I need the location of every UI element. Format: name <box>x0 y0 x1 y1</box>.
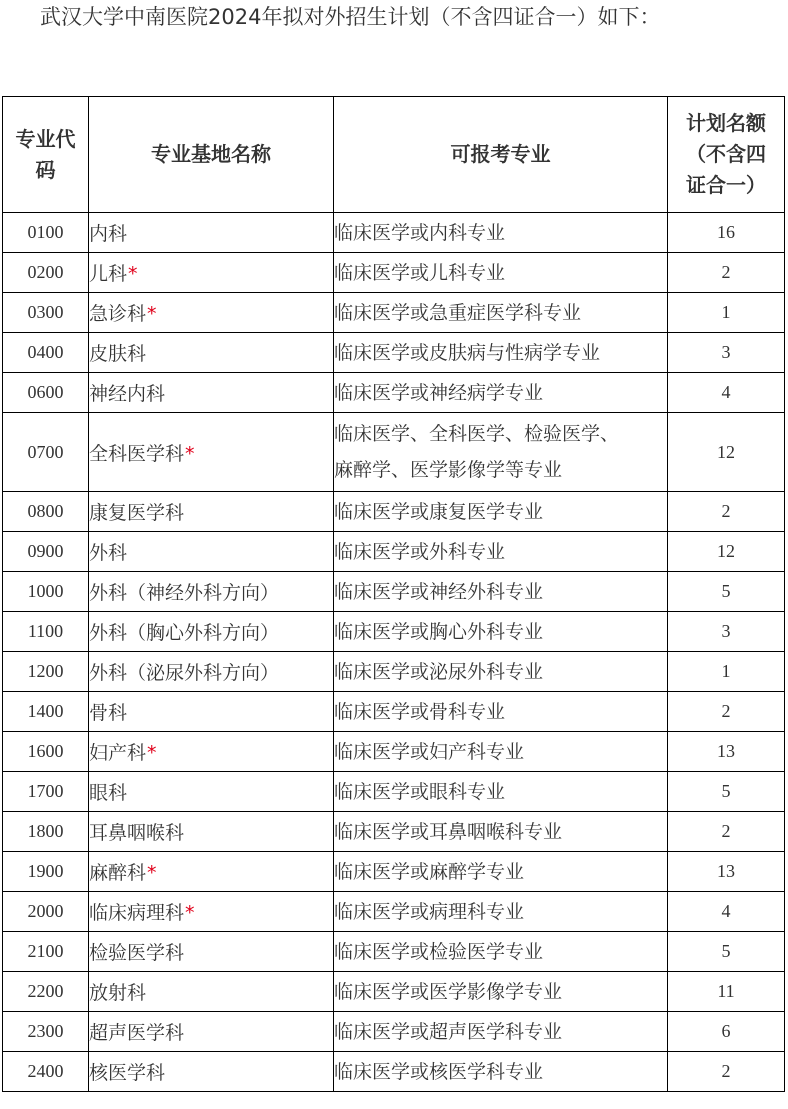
cell-eligible-majors <box>334 972 668 1012</box>
header-plan-quota: 计划名额 （不含四 证合一） <box>668 97 785 213</box>
cell-code: 1600 <box>3 732 89 772</box>
cell-code: 2200 <box>3 972 89 1012</box>
table-row <box>3 972 785 1012</box>
cell-base-name <box>89 373 334 413</box>
cell-eligible-majors <box>334 852 668 892</box>
table-row <box>3 492 785 532</box>
cell-quota: 4 <box>668 373 785 413</box>
required-star-marker: * <box>185 902 195 924</box>
base-name-text: 骨科 <box>89 702 128 724</box>
majors-line: 临床医学或神经病学专业 <box>334 381 544 404</box>
base-name-text: 妇产科 <box>89 742 147 764</box>
cell-quota: 5 <box>668 772 785 812</box>
majors-line: 临床医学或耳鼻咽喉科专业 <box>334 820 563 843</box>
base-name-text: 放射科 <box>89 982 147 1004</box>
majors-line: 临床医学或皮肤病与性病学专业 <box>334 341 601 364</box>
cell-eligible-majors <box>334 612 668 652</box>
table-row <box>3 1012 785 1052</box>
cell-code: 1100 <box>3 612 89 652</box>
base-name-text: 耳鼻咽喉科 <box>89 822 185 844</box>
cell-eligible-majors <box>334 492 668 532</box>
cell-base-name <box>89 213 334 253</box>
base-name-text: 核医学科 <box>89 1062 166 1084</box>
cell-code: 1400 <box>3 692 89 732</box>
cell-quota: 2 <box>668 492 785 532</box>
table-row <box>3 612 785 652</box>
cell-eligible-majors <box>334 532 668 572</box>
cell-base-name <box>89 572 334 612</box>
table-row <box>3 652 785 692</box>
cell-base-name <box>89 293 334 333</box>
base-name-text: 儿科 <box>89 263 128 285</box>
cell-code: 2400 <box>3 1052 89 1092</box>
cell-eligible-majors <box>334 253 668 293</box>
cell-code: 1800 <box>3 812 89 852</box>
table-row <box>3 932 785 972</box>
cell-base-name <box>89 932 334 972</box>
cell-base-name <box>89 692 334 732</box>
majors-line: 临床医学或病理科专业 <box>334 900 525 923</box>
table-row <box>3 293 785 333</box>
cell-quota: 16 <box>668 213 785 253</box>
cell-code: 0300 <box>3 293 89 333</box>
table-row <box>3 892 785 932</box>
cell-quota: 4 <box>668 892 785 932</box>
cell-eligible-majors <box>334 333 668 373</box>
cell-eligible-majors <box>334 812 668 852</box>
cell-base-name <box>89 1052 334 1092</box>
cell-code: 2000 <box>3 892 89 932</box>
table-row <box>3 852 785 892</box>
base-name-text: 全科医学科 <box>89 442 185 465</box>
cell-eligible-majors <box>334 932 668 972</box>
header-code: 专业代 码 <box>3 97 89 213</box>
majors-line: 临床医学或麻醉学专业 <box>334 860 525 883</box>
cell-quota: 12 <box>668 532 785 572</box>
cell-eligible-majors <box>334 213 668 253</box>
header-row <box>3 97 785 213</box>
cell-quota: 12 <box>668 413 785 492</box>
cell-quota: 11 <box>668 972 785 1012</box>
majors-line: 麻醉学、医学影像学等专业 <box>334 459 563 481</box>
cell-base-name <box>89 852 334 892</box>
table-header <box>3 97 785 213</box>
required-star-marker: * <box>128 263 138 285</box>
cell-quota: 2 <box>668 1052 785 1092</box>
cell-code: 0600 <box>3 373 89 413</box>
cell-quota: 2 <box>668 692 785 732</box>
cell-eligible-majors <box>334 1052 668 1092</box>
table-body <box>3 213 785 1092</box>
table-row <box>3 413 785 492</box>
cell-base-name <box>89 492 334 532</box>
base-name-text: 临床病理科 <box>89 902 185 924</box>
cell-quota: 3 <box>668 612 785 652</box>
cell-code: 2300 <box>3 1012 89 1052</box>
cell-quota: 5 <box>668 932 785 972</box>
base-name-text: 眼科 <box>89 782 128 804</box>
cell-code: 1900 <box>3 852 89 892</box>
header-eligible-majors: 可报考专业 <box>334 97 668 213</box>
cell-base-name <box>89 253 334 293</box>
table-row <box>3 253 785 293</box>
base-name-text: 外科（胸心外科方向） <box>89 622 280 644</box>
majors-line: 临床医学或核医学科专业 <box>334 1060 544 1083</box>
cell-quota: 3 <box>668 333 785 373</box>
cell-code: 0800 <box>3 492 89 532</box>
base-name-text: 康复医学科 <box>89 502 185 524</box>
cell-quota: 13 <box>668 852 785 892</box>
base-name-text: 急诊科 <box>89 303 147 325</box>
majors-line: 临床医学或急重症医学科专业 <box>334 301 582 324</box>
cell-base-name <box>89 892 334 932</box>
cell-quota: 2 <box>668 253 785 293</box>
cell-base-name <box>89 772 334 812</box>
table-row <box>3 572 785 612</box>
cell-eligible-majors <box>334 373 668 413</box>
cell-code: 0100 <box>3 213 89 253</box>
cell-eligible-majors <box>334 892 668 932</box>
cell-eligible-majors <box>334 772 668 812</box>
majors-line: 临床医学或妇产科专业 <box>334 740 525 763</box>
cell-quota: 1 <box>668 293 785 333</box>
majors-line: 临床医学或超声医学科专业 <box>334 1020 563 1043</box>
cell-quota: 13 <box>668 732 785 772</box>
base-name-text: 麻醉科 <box>89 862 147 884</box>
cell-code: 1200 <box>3 652 89 692</box>
table-row <box>3 1052 785 1092</box>
cell-base-name <box>89 532 334 572</box>
table-row <box>3 692 785 732</box>
base-name-text: 外科（神经外科方向） <box>89 582 280 604</box>
cell-base-name <box>89 812 334 852</box>
cell-base-name <box>89 972 334 1012</box>
base-name-text: 外科（泌尿外科方向） <box>89 662 280 684</box>
required-star-marker: * <box>185 442 195 465</box>
table-row <box>3 812 785 852</box>
cell-eligible-majors <box>334 732 668 772</box>
intro-title: 武汉大学中南医院2024年拟对外招生计划（不含四证合一）如下： <box>40 5 661 29</box>
cell-eligible-majors <box>334 572 668 612</box>
cell-code: 1000 <box>3 572 89 612</box>
cell-quota: 1 <box>668 652 785 692</box>
majors-line: 临床医学、全科医学、检验医学、 <box>334 423 620 445</box>
majors-line: 临床医学或神经外科专业 <box>334 580 544 603</box>
table-row <box>3 333 785 373</box>
base-name-text: 外科 <box>89 542 128 564</box>
table-row <box>3 732 785 772</box>
majors-line: 临床医学或外科专业 <box>334 540 506 563</box>
table-row <box>3 532 785 572</box>
base-name-text: 皮肤科 <box>89 343 147 365</box>
cell-quota: 6 <box>668 1012 785 1052</box>
cell-code: 0400 <box>3 333 89 373</box>
table-row <box>3 373 785 413</box>
table-row <box>3 213 785 253</box>
majors-line: 临床医学或儿科专业 <box>334 261 506 284</box>
base-name-text: 超声医学科 <box>89 1022 185 1044</box>
cell-base-name <box>89 333 334 373</box>
majors-line: 临床医学或医学影像学专业 <box>334 980 563 1003</box>
majors-line: 临床医学或内科专业 <box>334 221 506 244</box>
base-name-text: 内科 <box>89 223 128 245</box>
cell-eligible-majors <box>334 413 668 492</box>
cell-base-name <box>89 612 334 652</box>
table-row <box>3 772 785 812</box>
cell-eligible-majors <box>334 1012 668 1052</box>
cell-base-name <box>89 1012 334 1052</box>
majors-line: 临床医学或胸心外科专业 <box>334 620 544 643</box>
majors-line: 临床医学或康复医学专业 <box>334 500 544 523</box>
cell-quota: 5 <box>668 572 785 612</box>
cell-eligible-majors <box>334 692 668 732</box>
cell-code: 0700 <box>3 413 89 492</box>
base-name-text: 检验医学科 <box>89 942 185 964</box>
cell-base-name <box>89 732 334 772</box>
majors-line: 临床医学或骨科专业 <box>334 700 506 723</box>
header-base-name: 专业基地名称 <box>89 97 334 213</box>
cell-code: 0900 <box>3 532 89 572</box>
majors-line: 临床医学或眼科专业 <box>334 780 506 803</box>
enrollment-plan-table <box>2 96 785 1092</box>
cell-quota: 2 <box>668 812 785 852</box>
majors-line: 临床医学或检验医学专业 <box>334 940 544 963</box>
required-star-marker: * <box>147 742 157 764</box>
cell-base-name <box>89 652 334 692</box>
cell-eligible-majors <box>334 293 668 333</box>
required-star-marker: * <box>147 303 157 325</box>
required-star-marker: * <box>147 862 157 884</box>
cell-base-name <box>89 413 334 492</box>
cell-eligible-majors <box>334 652 668 692</box>
cell-code: 2100 <box>3 932 89 972</box>
cell-code: 1700 <box>3 772 89 812</box>
cell-code: 0200 <box>3 253 89 293</box>
majors-line: 临床医学或泌尿外科专业 <box>334 660 544 683</box>
base-name-text: 神经内科 <box>89 383 166 405</box>
